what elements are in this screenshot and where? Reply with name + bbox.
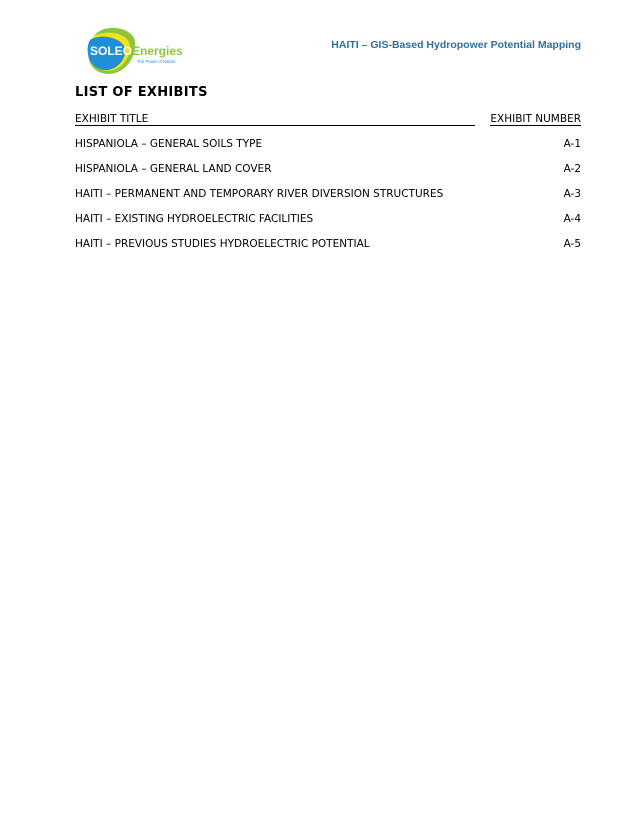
exhibit-number: A-4 [563, 213, 581, 225]
exhibit-title-column-header [75, 113, 475, 126]
soleo-energies-logo [84, 26, 194, 78]
exhibit-title: HAITI – PREVIOUS STUDIES HYDROELECTRIC POTENTIAL [75, 238, 370, 250]
exhibit-number: A-3 [563, 188, 581, 200]
document-header-title: HAITI – GIS-Based Hydropower Potential Mapping [331, 39, 581, 51]
page-title: LIST OF EXHIBITS [75, 85, 208, 100]
exhibit-title: HISPANIOLA – GENERAL SOILS TYPE [75, 138, 263, 150]
logo-graphic [84, 26, 194, 78]
logo-brand-primary: SOLEO [90, 44, 133, 58]
logo-brand-secondary: Energies [132, 44, 183, 58]
exhibit-column-headers [75, 113, 581, 127]
exhibit-number: A-5 [563, 238, 581, 250]
exhibit-number-column-header [490, 113, 581, 126]
logo-tagline: The Power of Nature [137, 59, 176, 64]
exhibit-number: A-2 [563, 163, 581, 175]
exhibit-list [75, 138, 581, 263]
exhibit-row [75, 238, 581, 263]
exhibit-row [75, 138, 581, 163]
exhibit-number: A-1 [563, 138, 581, 150]
exhibit-row [75, 213, 581, 238]
exhibit-title: HISPANIOLA – GENERAL LAND COVER [75, 163, 272, 175]
exhibit-title: HAITI – PERMANENT AND TEMPORARY RIVER DIVERSION STRUCTURES [75, 188, 444, 200]
exhibit-number-header-label: EXHIBIT NUMBER [490, 113, 581, 125]
exhibit-title-header-label: EXHIBIT TITLE [75, 113, 149, 125]
exhibit-row [75, 163, 581, 188]
exhibit-title: HAITI – EXISTING HYDROELECTRIC FACILITIES [75, 213, 314, 225]
exhibit-row [75, 188, 581, 213]
